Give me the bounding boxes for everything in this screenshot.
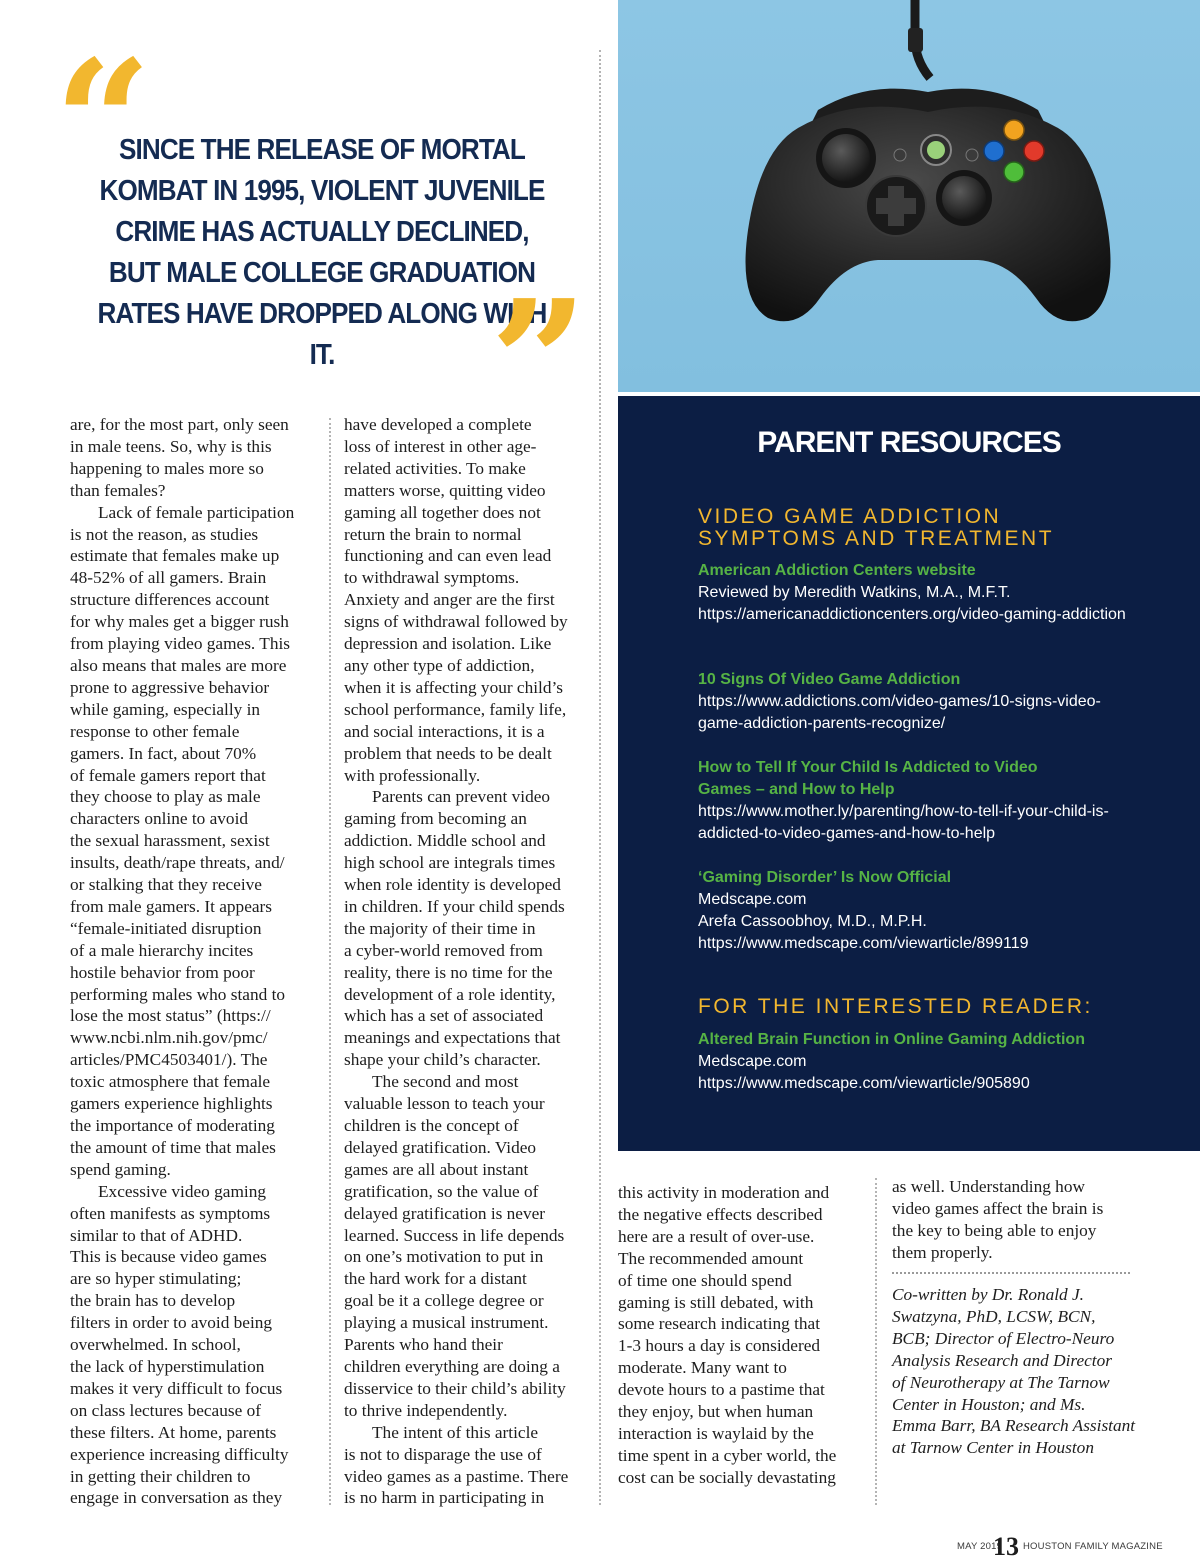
article-paragraph: Lack of female participation is not the reason, as studies estimate that females make up 48-52% of all gamers. Brain structure differences account for why males get a bigger rush from playing video games. This also means that males are more prone to aggressive behavior while gaming, especially in response to other female gamers. In fact, about 70% of female gamers report that they choose to play as male characters online to avoid the sexual harassment, sexist insults, death/rape threats, and/ or stalking that they receive from male gamers. It appears “female-initiated disruption of a male hierarchy incites hostile behavior from poor performing males who stand to lose the most status” (https:// www.ncbi.nlm.nih.gov/pmc/ articles/PMC4503401/). The toxic atmosphere that female gamers experience highlights the importance of moderating the amount of time that males spend gaming. [70,502,295,1179]
magazine-name: HOUSTON FAMILY MAGAZINE [1023,1541,1163,1552]
article-paragraph: this activity in moderation and the negative effects described here are a result of over-use. The recommended amount of time one should spend gaming is still debated, with some research indicating that 1-3 hours a day is considered moderate. Many want to devote hours to a pastime that they enjoy, but when human interaction is waylaid by the time spent in a cyber world, the cost can be socially devastating [618,1183,837,1487]
resources-section-title: FOR THE INTERESTED READER: [698,995,1093,1018]
article-paragraph: Excessive video gaming often manifests as symptoms similar to that of ADHD. This is because video games are so hyper stimulating; the brain has to develop filters in order to avoid being overwhelmed. In school, the lack of hyperstimulation makes it very difficult to focus on class lectures because of these filters. At home, parents experience increasing difficulty in getting their children to engage in conversation as they [70,1181,289,1508]
resources-title: PARENT RESOURCES [757,426,1061,459]
resource-url[interactable]: https://www.addictions.com/video-games/10-signs-video-game-addiction-parents-recognize/ [698,693,1101,732]
pull-quote-text: SINCE THE RELEASE OF MORTAL KOMBAT IN 1995, VIOLENT JUVENILE CRIME HAS ACTUALLY DECLINED, BUT MALE COLLEGE GRADUATION RATES HAVE DROPPED ALONG WITH IT. [97,134,547,371]
column-divider [599,50,601,1505]
article-paragraph: Parents can prevent video gaming from becoming an addiction. Middle school and high school are integrals times when role identity is developed in children. If your child spends the majority of their time in a cyber-world removed from reality, there is no time for the development of a role identity, which has a set of associated meanings and expectations that shape your child’s character. [344,787,565,1070]
author-credits: Co-written by Dr. Ronald J. Swatzyna, PhD, LCSW, BCN, BCB; Director of Electro-Neuro Analysis Research and Director of Neurotherapy at The Tarnow Center in Houston; and Ms. Emma Barr, BA Research Assistant at Tarnow Center in Houston [892,1285,1136,1458]
game-controller-icon [618,0,1200,392]
article-column-4 [892,1176,1142,1264]
resource-link-title[interactable]: American Addiction Centers website [698,562,976,579]
resource-url[interactable]: https://www.medscape.com/viewarticle/899119 [698,935,1029,952]
article-column-2 [344,414,594,1509]
resource-entry [698,669,1168,735]
page-number: 13 [993,1532,1019,1561]
article-column-1 [70,414,328,1509]
article-column-3 [618,1182,873,1489]
resource-link-title[interactable]: Altered Brain Function in Online Gaming Addiction [698,1031,1085,1048]
article-paragraph: have developed a complete loss of interest in other age- related activities. To make matters worse, quitting video gaming all together does not return the brain to normal functioning and can even lead to withdrawal symptoms. Anxiety and anger are the first signs of withdrawal followed by depression and isolation. Like any other type of addiction, when it is affecting your child’s school performance, family life, and social interactions, it is a problem that needs to be dealt with professionally. [344,415,568,785]
resource-reviewer: Reviewed by Meredith Watkins, M.A., M.F.T. [698,584,1011,601]
open-quote-mark: “ [54,23,152,223]
article-paragraph: The intent of this article is not to disparage the use of video games as a pastime. There is no harm in participating in [344,1422,569,1508]
resource-url[interactable]: https://www.medscape.com/viewarticle/905890 [698,1075,1030,1092]
resource-link-title[interactable]: 10 Signs Of Video Game Addiction [698,671,961,688]
resource-link-title[interactable]: How to Tell If Your Child Is Addicted to Video Games – and How to Help [698,759,1038,798]
resource-url[interactable]: https://www.mother.ly/parenting/how-to-tell-if-your-child-is-addicted-to-video-games-and-how-to-help [698,803,1109,842]
close-quote-mark: ” [490,263,588,463]
article-paragraph: are, for the most part, only seen in male teens. So, why is this happening to males more so than females? [70,415,289,500]
resource-url[interactable]: https://americanaddictioncenters.org/video-gaming-addiction [698,606,1126,623]
article-paragraph: The second and most valuable lesson to teach your children is the concept of delayed gratification. Video games are all about instant gratification, so the value of delayed gratification is never learned. Success in life depends on one’s motivation to put in the hard work for a distant goal be it a college degree or playing a musical instrument. Parents who hand their children everything are doing a disservice to their child’s ability to thrive independently. [344,1072,566,1420]
signature-divider [892,1272,1130,1274]
controller-photo [618,0,1200,392]
resource-entry [698,867,1168,955]
column-divider [329,418,331,1505]
resource-source: Medscape.com [698,1053,807,1070]
resources-section-title: VIDEO GAME ADDICTION SYMPTOMS AND TREATMENT [698,505,1055,550]
article-paragraph: as well. Understanding how video games affect the brain is the key to being able to enjoy them properly. [892,1177,1104,1262]
resource-source: Medscape.com [698,891,807,908]
parent-resources-panel [618,396,1200,1151]
resource-entry [698,1029,1168,1095]
resource-entry [698,757,1168,845]
resource-entry [698,560,1168,626]
resource-link-title[interactable]: ‘Gaming Disorder’ Is Now Official [698,869,952,886]
issue-date: MAY 2019 [957,1541,1003,1552]
resource-author: Arefa Cassoobhoy, M.D., M.P.H. [698,913,927,930]
column-divider [875,1178,877,1505]
